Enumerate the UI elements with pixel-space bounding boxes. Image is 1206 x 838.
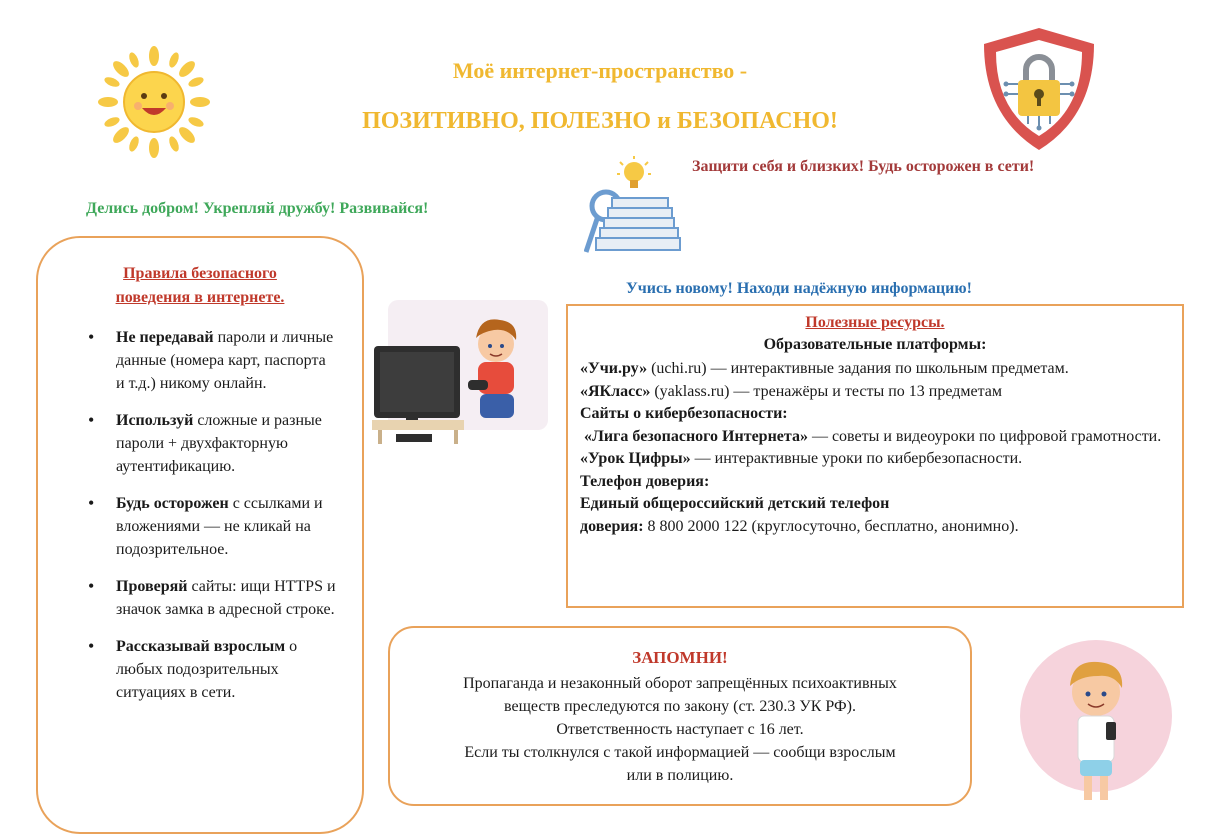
phone-number: 8 800 2000 122 (круглосуточно, бесплатно, анонимно). bbox=[643, 517, 1019, 535]
resource-yaklass bbox=[580, 381, 1176, 404]
resource-name: «ЯКласс» bbox=[580, 382, 651, 400]
resource-liga bbox=[580, 426, 1176, 449]
resource-text: — советы и видеоуроки по цифровой грамотности. bbox=[807, 427, 1162, 445]
resource-name: «Урок Цифры» bbox=[580, 450, 691, 467]
sun-icon bbox=[98, 46, 210, 158]
rule-text: сайты: ищи HTTPS и значок замка в адресной строке. bbox=[116, 578, 336, 618]
phone-number-line bbox=[580, 516, 1176, 539]
list-item bbox=[86, 635, 336, 704]
resource-uchi bbox=[580, 358, 1176, 381]
page-title-line1: Моё интернет-пространство - bbox=[452, 58, 748, 83]
phone-label: доверия: bbox=[580, 517, 644, 535]
rule-text: пароли и личные данные (номера карт, паспорта и т.д.) никому онлайн. bbox=[116, 329, 334, 392]
rule-text: о любых подозрительных ситуациях в сети. bbox=[116, 638, 298, 701]
resource-name: «Лига безопасного Интернета» bbox=[584, 427, 808, 445]
resource-text: — интерактивные уроки по кибербезопасности. bbox=[690, 450, 1023, 467]
phone-heading: Телефон доверия: bbox=[580, 472, 710, 490]
remember-line: веществ преследуются по закону (ст. 230.3 УК РФ). bbox=[504, 698, 856, 715]
rule-keyword: Не передавай bbox=[116, 329, 214, 346]
child-computer-illustration bbox=[368, 296, 548, 450]
rule-keyword: Рассказывай взрослым bbox=[116, 638, 286, 655]
resource-name: «Учи.ру» bbox=[580, 360, 648, 377]
rule-keyword: Проверяй bbox=[116, 578, 188, 595]
rule-keyword: Будь осторожен bbox=[116, 495, 229, 512]
books-lightbulb-icon bbox=[584, 154, 688, 262]
remember-line: или в полицию. bbox=[626, 767, 734, 784]
resource-text: (uchi.ru) — интерактивные задания по школьным предметам. bbox=[647, 360, 1069, 377]
rules-title-line1: Правила безопасного bbox=[123, 265, 277, 282]
remember-line: Пропаганда и незаконный оборот запрещённых психоактивных bbox=[463, 675, 897, 692]
cyber-heading: Сайты о кибербезопасности: bbox=[580, 405, 788, 422]
list-item bbox=[86, 575, 336, 621]
rules-title bbox=[80, 262, 320, 310]
resources-title: Полезные ресурсы. bbox=[805, 314, 945, 331]
list-item bbox=[86, 326, 336, 395]
rule-text: сложные и разные пароли + двухфакторную аутентификацию. bbox=[116, 412, 322, 475]
slogan-share-kindness: Делись добром! Укрепляй дружбу! Развивайся! bbox=[86, 200, 429, 217]
list-item bbox=[86, 492, 336, 561]
page-title-line2: ПОЗИТИВНО, ПОЛЕЗНО и БЕЗОПАСНО! bbox=[362, 108, 838, 134]
rule-keyword: Используй bbox=[116, 412, 194, 429]
rules-title-line2: поведения в интернете. bbox=[115, 289, 285, 306]
remember-line: Если ты столкнулся с такой информацией — сообщи взрослым bbox=[464, 744, 896, 761]
remember-title: ЗАПОМНИ! bbox=[632, 648, 728, 667]
rule-text: с ссылками и вложениями — не кликай на подозрительное. bbox=[116, 495, 323, 558]
child-phone-illustration bbox=[1010, 636, 1182, 812]
rules-list bbox=[86, 326, 336, 718]
remember-text bbox=[400, 672, 960, 787]
resources-body bbox=[580, 358, 1176, 538]
list-item bbox=[86, 409, 336, 478]
slogan-learn-new: Учись новому! Находи надёжную информацию! bbox=[626, 280, 972, 297]
remember-line: Ответственность наступает с 16 лет. bbox=[556, 721, 804, 738]
slogan-protect: Защити себя и близких! Будь осторожен в сети! bbox=[692, 158, 1035, 175]
phone-service-name: Единый общероссийский детский телефон bbox=[580, 495, 890, 512]
shield-lock-icon bbox=[976, 24, 1102, 154]
resource-text: (yaklass.ru) — тренажёры и тесты по 13 предметам bbox=[650, 382, 1002, 400]
resource-urok bbox=[580, 448, 1176, 471]
resources-subtitle: Образовательные платформы: bbox=[763, 336, 987, 353]
